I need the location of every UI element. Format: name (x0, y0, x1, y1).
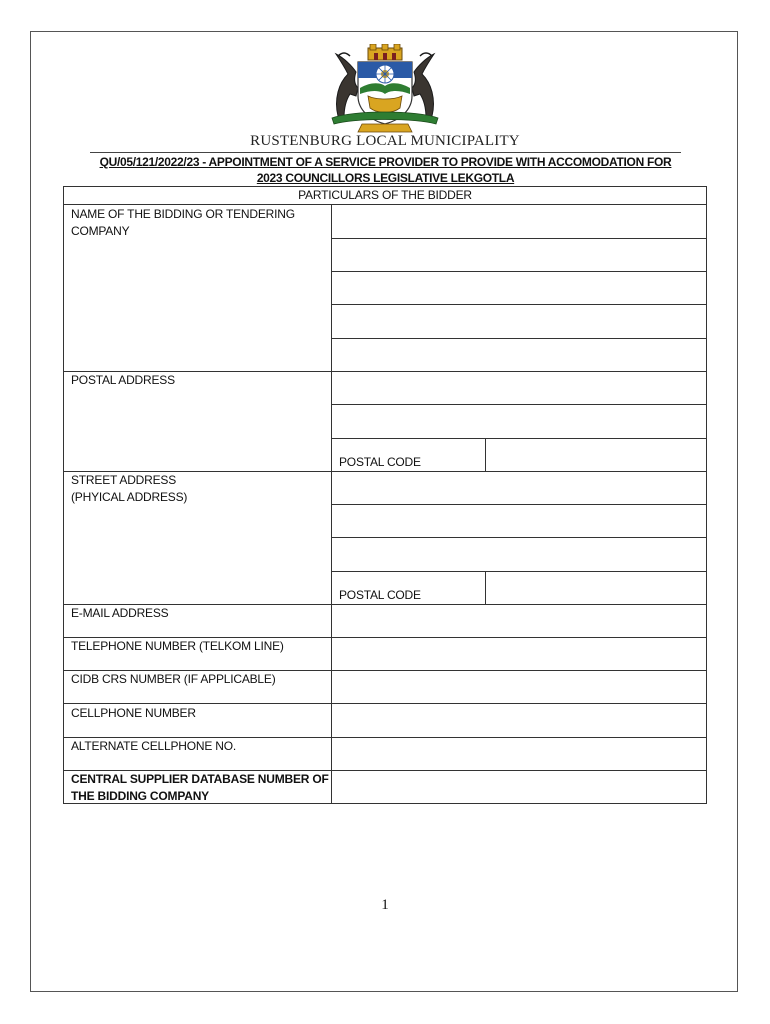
csd-number-field[interactable] (332, 771, 707, 804)
company-name-field-line-4[interactable] (332, 305, 707, 338)
alt-cellphone-field[interactable] (332, 738, 707, 770)
csd-label: CENTRAL SUPPLIER DATABASE NUMBER OF THE BIDDING COMPANY (71, 772, 329, 803)
document-title (90, 154, 681, 186)
company-name-field-line-5[interactable] (332, 339, 707, 371)
email-field[interactable] (332, 605, 707, 637)
company-name-field-line-2[interactable] (332, 239, 707, 271)
municipality-name: RUSTENBURG LOCAL MUNICIPALITY (250, 133, 520, 149)
bidder-particulars-table (63, 186, 707, 804)
document-title-line-2: 2023 COUNCILLORS LEGISLATIVE LEKGOTLA (256, 171, 515, 185)
cellphone-field[interactable] (332, 704, 707, 737)
company-name-label: NAME OF THE BIDDING OR TENDERING COMPANY (71, 207, 295, 238)
document-title-line-1: QU/05/121/2022/23 - APPOINTMENT OF A SERVICE PROVIDER TO PROVIDE WITH ACCOMODATION FOR (99, 155, 672, 169)
postal-code-label: POSTAL CODE (339, 455, 421, 469)
cidb-field[interactable] (332, 671, 707, 703)
postal-address-field-line-2[interactable] (332, 405, 707, 438)
street-address-field-line-3[interactable] (332, 538, 707, 571)
street-address-field-line-1[interactable] (332, 472, 707, 504)
street-postal-code-field[interactable] (486, 572, 707, 604)
street-address-field-line-2[interactable] (332, 505, 707, 537)
alt-cellphone-label: ALTERNATE CELLPHONE NO. (71, 739, 236, 753)
cidb-label: CIDB CRS NUMBER (IF APPLICABLE) (71, 672, 276, 686)
street-address-label: STREET ADDRESS (PHYICAL ADDRESS) (71, 473, 188, 504)
table-heading: PARTICULARS OF THE BIDDER (298, 188, 472, 202)
postal-code-field[interactable] (486, 439, 707, 471)
email-label: E-MAIL ADDRESS (71, 606, 169, 620)
page-number: 1 (381, 897, 389, 913)
street-postal-code-label: POSTAL CODE (339, 588, 421, 602)
municipal-crest-logo (324, 44, 446, 134)
company-name-field-line-1[interactable] (332, 205, 707, 238)
header-divider (90, 152, 681, 153)
postal-address-label: POSTAL ADDRESS (71, 373, 175, 387)
telephone-field[interactable] (332, 638, 707, 670)
cellphone-label: CELLPHONE NUMBER (71, 706, 196, 720)
postal-address-field-line-1[interactable] (332, 372, 707, 404)
telephone-label: TELEPHONE NUMBER (TELKOM LINE) (71, 639, 284, 653)
company-name-field-line-3[interactable] (332, 272, 707, 304)
